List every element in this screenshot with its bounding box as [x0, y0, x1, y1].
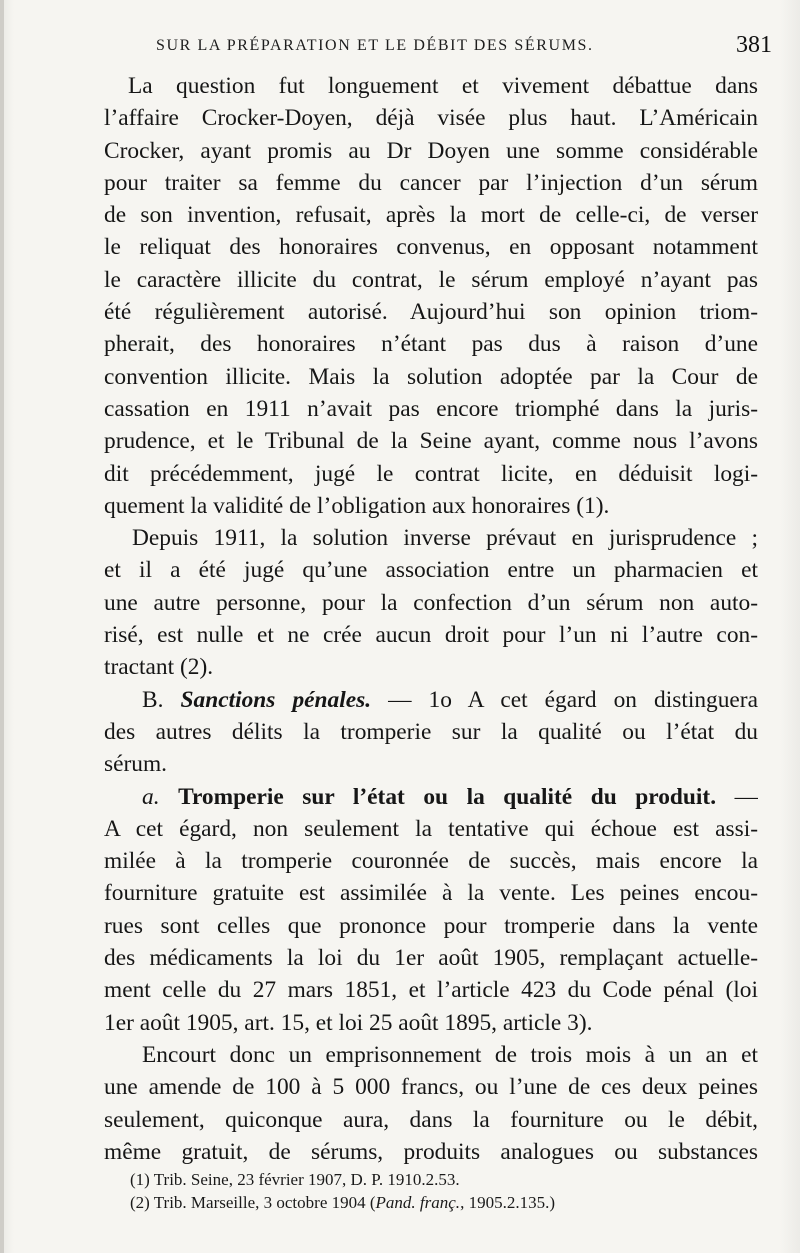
subsection-heading-line: [104, 781, 758, 813]
text-line: dit précédemment, jugé le contrat licite, en déduisit logi-: [104, 460, 758, 487]
text-line: ment celle du 27 mars 1851, et l’article 423 du Code pénal (loi: [104, 977, 758, 1004]
footnote-2-journal: Pand. franç.: [375, 1193, 461, 1212]
section-label: B.: [142, 686, 164, 713]
text-line: le caractère illicite du contrat, le sérum employé n’ayant pas: [104, 266, 758, 293]
text-line: seulement, quiconque aura, dans la fourniture ou le débit,: [104, 1106, 758, 1133]
body-text: [104, 70, 758, 1168]
text-line: même gratuit, de sérums, produits analogues ou substances: [104, 1138, 758, 1165]
text-line: convention illicite. Mais la solution adoptée par la Cour de: [104, 363, 758, 390]
text-line: quement la validité de l’obligation aux honoraires (1).: [104, 492, 610, 519]
text-line: une autre personne, pour la confection d’un sérum non auto-: [104, 589, 758, 616]
text-line: et il a été jugé qu’une association entre un pharmacien et: [104, 557, 758, 584]
text-line: tractant (2).: [104, 654, 214, 681]
footnotes: [130, 1168, 730, 1214]
text-line: des médicaments la loi du 1er août 1905, remplaçant actuelle-: [104, 945, 758, 972]
footnote-2-start: (2) Trib. Marseille, 3 octobre 1904 (: [130, 1193, 376, 1212]
footnote-2: (2) Trib. Marseille, 3 octobre 1904 (Pand. franç., 1905.2.135.): [130, 1193, 555, 1212]
text-line: Crocker, ayant promis au Dr Doyen une somme considérable: [104, 137, 758, 164]
text-line: de son invention, refusait, après la mort de celle-ci, de verser: [104, 202, 758, 229]
page-header: [156, 32, 772, 62]
subsection-heading-dash: —: [734, 783, 758, 810]
section-heading-line: [104, 684, 758, 716]
text-line: A cet égard, non seulement la tentative qui échoue est assi-: [104, 815, 758, 842]
text-line: 1er août 1905, art. 15, et loi 25 août 1895, article 3).: [104, 1009, 593, 1036]
footnote-2-end: , 1905.2.135.: [460, 1193, 550, 1212]
text-line: risé, est nulle et ne crée aucun droit pour l’un ni l’autre con-: [104, 622, 758, 649]
footnote-1: (1) Trib. Seine, 23 février 1907, D. P. 1910.2.53.: [130, 1170, 460, 1189]
text-line: le reliquat des honoraires convenus, en opposant notamment: [104, 234, 758, 261]
text-line: Encourt donc un emprisonnement de trois mois à un an et: [142, 1041, 758, 1068]
page-number: 381: [736, 32, 772, 58]
text-line: pour traiter sa femme du cancer par l’injection d’un sérum: [104, 169, 758, 196]
text-line: pherait, des honoraires n’étant pas dus à raison d’une: [104, 331, 758, 358]
text-line: des autres délits la tromperie sur la qualité ou l’état du: [104, 718, 758, 745]
text-line: rues sont celles que prononce pour tromperie dans la vente: [104, 912, 758, 939]
section-heading-rest: — 1o A cet égard on distinguera: [388, 686, 758, 713]
text-line: fourniture gratuite est assimilée à la vente. Les peines encou-: [104, 880, 758, 907]
text-line: été régulièrement autorisé. Aujourd’hui son opinion triom-: [104, 299, 758, 326]
subsection-heading: Tromperie sur l’état ou la qualité du produit.: [178, 783, 717, 810]
text-line: prudence, et le Tribunal de la Seine ayant, comme nous l’avons: [104, 428, 758, 455]
text-line: cassation en 1911 n’avait pas encore triomphé dans la juris-: [104, 395, 758, 422]
text-line: La question fut longuement et vivement débattue dans: [128, 73, 758, 99]
section-heading: Sanctions pénales.: [180, 686, 372, 713]
text-line: milée à la tromperie couronnée de succès, mais encore la: [104, 848, 758, 875]
text-line: sérum.: [104, 751, 168, 778]
text-line: une amende de 100 à 5 000 francs, ou l’une de ces deux peines: [104, 1074, 758, 1101]
text-line: l’affaire Crocker-Doyen, déjà visée plus haut. L’Américain: [104, 105, 758, 132]
running-title: SUR LA PRÉPARATION ET LE DÉBIT DES SÉRUMS.: [156, 37, 594, 54]
page-edge-shadow: [0, 0, 4, 1253]
text-line: Depuis 1911, la solution inverse prévaut en jurisprudence ;: [132, 525, 758, 552]
subsection-label: a.: [142, 783, 160, 810]
